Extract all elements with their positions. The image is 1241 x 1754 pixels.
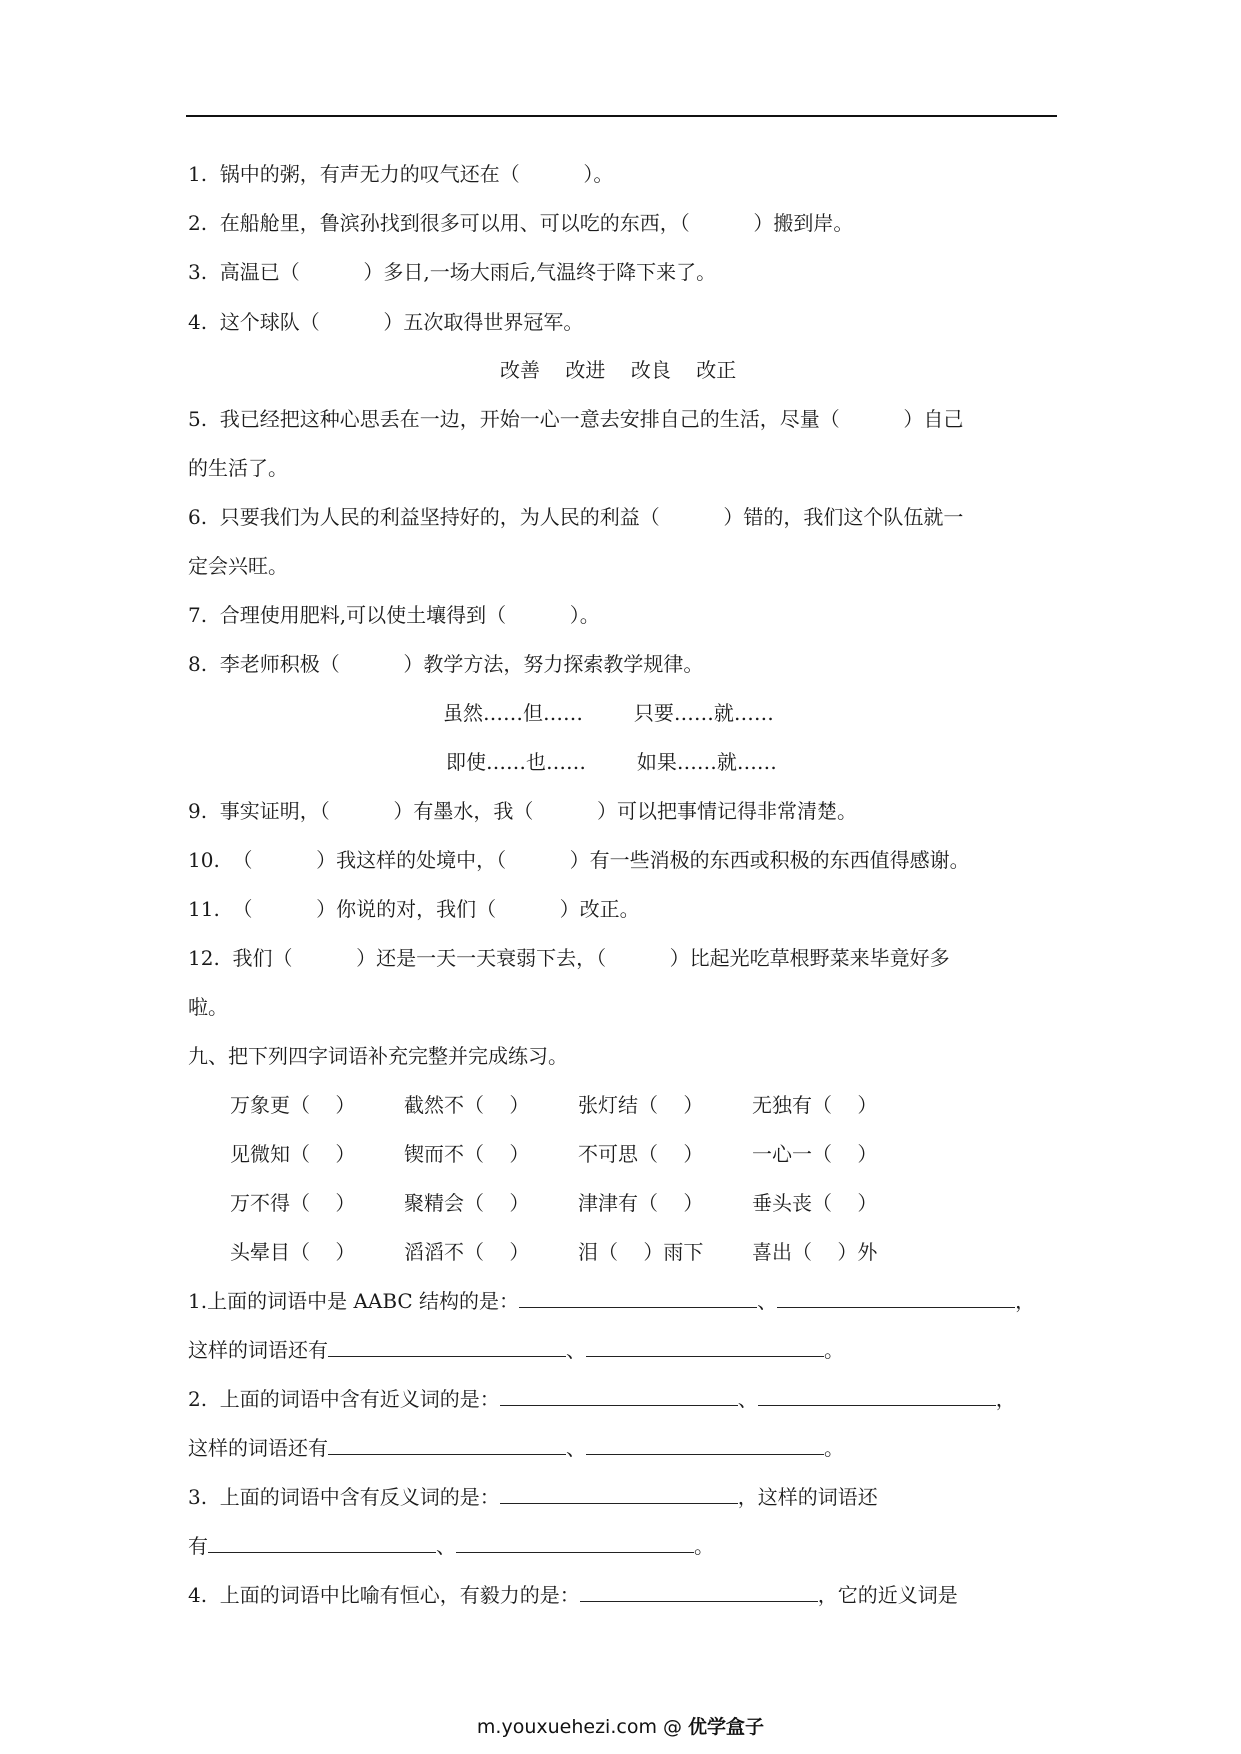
exercise-3-cont — [188, 1532, 714, 1560]
answer-blank[interactable] — [456, 1532, 694, 1553]
idiom: 张灯结（ ） — [578, 1093, 704, 1117]
idiom: 锲而不（ ） — [404, 1142, 530, 1166]
footer-brand: 优学盒子 — [688, 1716, 765, 1738]
exercise-2-cont — [188, 1434, 844, 1462]
question-10: 10. （ ）我这样的处境中，（ ）有一些消极的东西或积极的东西值得感谢。 — [188, 848, 970, 872]
separator: 、 — [566, 1436, 586, 1460]
line-end: ， — [1015, 1289, 1036, 1313]
footer-watermark — [0, 1712, 1241, 1739]
exercise-2 — [188, 1385, 1016, 1413]
exercise-1-cont — [188, 1336, 844, 1364]
section-9-title: 九、把下列四字词语补充完整并完成练习。 — [188, 1044, 568, 1068]
idiom: 津津有（ ） — [578, 1191, 704, 1215]
answer-blank[interactable] — [519, 1287, 757, 1308]
exercise-3 — [188, 1483, 878, 1511]
question-5: 5. 我已经把这种心思丢在一边，开始一心一意去安排自己的生活，尽量（ ）自己 — [188, 407, 964, 431]
idiom: 截然不（ ） — [404, 1093, 530, 1117]
line-end: 。 — [694, 1534, 714, 1558]
word-bank: 改善 改进 改良 改正 — [500, 358, 737, 382]
line-end: ， — [995, 1387, 1016, 1411]
question-3: 3. 高温已（ ）多日,一场大雨后,气温终于降下来了。 — [188, 260, 717, 284]
exercise-1-cont-lead: 这样的词语还有 — [188, 1338, 328, 1362]
question-6: 6. 只要我们为人民的利益坚持好的，为人民的利益（ ）错的，我们这个队伍就一 — [188, 505, 964, 529]
answer-blank[interactable] — [586, 1434, 824, 1455]
separator: 、 — [566, 1338, 586, 1362]
footer-site: m.youxuehezi.com @ — [476, 1716, 689, 1738]
exercise-3-mid: ，这样的词语还 — [737, 1485, 878, 1509]
header-rule — [186, 115, 1057, 117]
question-12: 12. 我们（ ）还是一天一天衰弱下去，（ ）比起光吃草根野菜来毕竟好多 — [188, 946, 950, 970]
answer-blank[interactable] — [758, 1385, 996, 1406]
answer-blank[interactable] — [328, 1336, 566, 1357]
idiom: 无独有（ ） — [752, 1093, 878, 1117]
idiom: 头晕目（ ） — [230, 1240, 356, 1264]
question-8: 8. 李老师积极（ ）教学方法，努力探索教学规律。 — [188, 652, 704, 676]
exercise-4-lead: 4. 上面的词语中比喻有恒心，有毅力的是： — [188, 1583, 580, 1607]
idiom: 喜出（ ）外 — [752, 1240, 878, 1264]
separator: 、 — [737, 1387, 758, 1411]
idiom: 垂头丧（ ） — [752, 1191, 878, 1215]
idiom: 不可思（ ） — [578, 1142, 704, 1166]
answer-blank[interactable] — [208, 1532, 436, 1553]
exercise-3-cont-lead: 有 — [188, 1534, 208, 1558]
exercise-2-lead: 2. 上面的词语中含有近义词的是： — [188, 1387, 500, 1411]
answer-blank[interactable] — [777, 1287, 1015, 1308]
exercise-4-end: ，它的近义词是 — [817, 1583, 958, 1607]
conjunction-row-2: 即使……也…… 如果……就…… — [446, 750, 777, 774]
question-4: 4. 这个球队（ ）五次取得世界冠军。 — [188, 310, 584, 334]
question-1: 1. 锅中的粥，有声无力的叹气还在（ ）。 — [188, 162, 614, 186]
exercise-3-lead: 3. 上面的词语中含有反义词的是： — [188, 1485, 500, 1509]
idiom: 见微知（ ） — [230, 1142, 356, 1166]
answer-blank[interactable] — [500, 1483, 738, 1504]
exercise-4 — [188, 1581, 958, 1609]
separator: 、 — [757, 1289, 778, 1313]
conjunction-row-1: 虽然……但…… 只要……就…… — [443, 701, 774, 725]
question-7: 7. 合理使用肥料,可以使土壤得到（ ）。 — [188, 603, 600, 627]
question-2: 2. 在船舱里，鲁滨孙找到很多可以用、可以吃的东西，（ ）搬到岸。 — [188, 211, 854, 235]
answer-blank[interactable] — [586, 1336, 824, 1357]
answer-blank[interactable] — [500, 1385, 738, 1406]
idiom: 万不得（ ） — [230, 1191, 356, 1215]
exercise-1 — [188, 1287, 1035, 1315]
idiom: 聚精会（ ） — [404, 1191, 530, 1215]
idiom: 滔滔不（ ） — [404, 1240, 530, 1264]
line-end: 。 — [824, 1338, 844, 1362]
answer-blank[interactable] — [580, 1581, 818, 1602]
question-11: 11. （ ）你说的对，我们（ ）改正。 — [188, 897, 640, 921]
question-9: 9. 事实证明，（ ）有墨水，我（ ）可以把事情记得非常清楚。 — [188, 799, 857, 823]
separator: 、 — [436, 1534, 456, 1558]
question-6-cont: 定会兴旺。 — [188, 554, 288, 578]
question-12-cont: 啦。 — [188, 995, 228, 1019]
idiom: 泪（ ）雨下 — [578, 1240, 704, 1264]
answer-blank[interactable] — [328, 1434, 566, 1455]
line-end: 。 — [824, 1436, 844, 1460]
exercise-1-lead: 1.上面的词语中是 AABC 结构的是： — [188, 1289, 520, 1313]
idiom: 一心一（ ） — [752, 1142, 878, 1166]
exercise-2-cont-lead: 这样的词语还有 — [188, 1436, 328, 1460]
idiom: 万象更（ ） — [230, 1093, 356, 1117]
question-5-cont: 的生活了。 — [188, 456, 288, 480]
